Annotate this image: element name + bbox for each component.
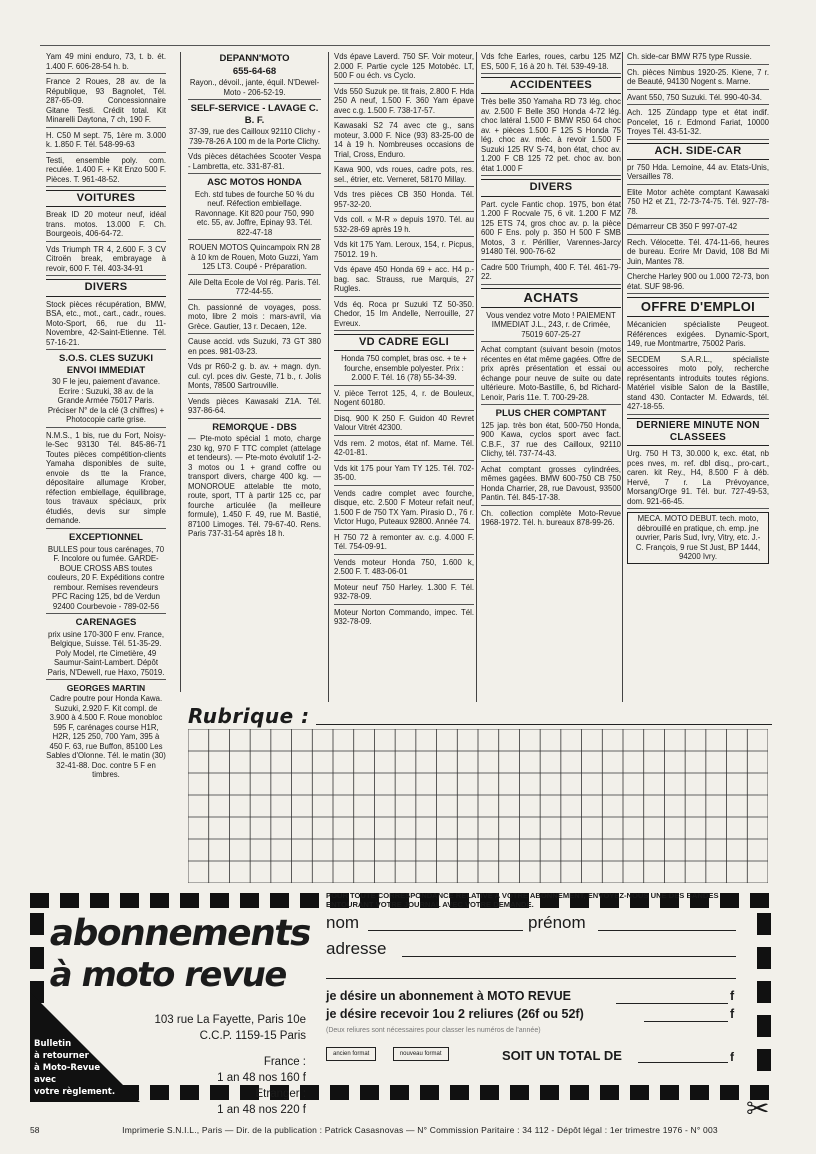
- total-amount-field[interactable]: [638, 1062, 728, 1063]
- classified-ad: Yam 49 mini enduro, 73, t. b. ét. 1.400 F. 606-28-54 h. b.: [46, 52, 166, 74]
- classified-ad: Testi, ensemble poly. com. reculée. 1.400 F. + Kit Enzo 500 F. Pièces. T. 961-48-52.: [46, 156, 166, 188]
- classified-ad: prix usine 170-300 F env. France, Belgique, Suisse. Tél. 51-35-29. Poly Model, rte Cimetière, 49 Saumur-Saint-Lambert. Dépôt Paris, N'Dewell, rue Haxo, 75019.: [46, 630, 166, 681]
- badge-text: votre règlement.: [34, 1087, 116, 1097]
- reliures-amount-field[interactable]: [644, 1021, 728, 1022]
- classified-ad: Vends cadre complet avec fourche, disque, etc. 2.500 F Moteur refait neuf, 1.500 F de 750 TX Yam. Pirasio D., 76 r. Victor Hugo, Puteaux 92800. Année 74.: [334, 489, 474, 530]
- bulletin-badge: [30, 992, 140, 1102]
- cut-dash: [757, 913, 771, 935]
- cut-dash: [60, 893, 79, 908]
- classified-ad: Moteur neuf 750 Harley. 1.300 F. Tél. 932-78-09.: [334, 583, 474, 605]
- column-1: [46, 52, 166, 785]
- classified-ad: Rayon., dévoil., jante, équil. N'Dewel-Moto - 206-52-19.: [188, 78, 321, 100]
- classified-ad: Stock pièces récupération, BMW, BSA, etc., mot., cart., cadr., roues. Moto-Sport, 66, rue du 11-Novembre, 42-Saint-Etienne. Tél. 57-16-21.: [46, 300, 166, 351]
- section-heading-divers: DIVERS: [481, 179, 621, 196]
- classified-ad: 30 F le jeu, paiement d'avance. Ecrire : Suzuki, 38 av. de la Grande Armée 75017 Paris. Préciser N° de la clé (3 chiffres) + Photocopie carte grise.: [46, 377, 166, 428]
- format-row: ancien format nouveau format SOIT UN TOTAL DE f: [326, 1042, 738, 1066]
- classified-ad: ROUEN MOTOS Quincampoix RN 28 à 10 km de Rouen, Moto Guzzi, Yam 125 LT3. Coupé - Préparation.: [188, 243, 321, 275]
- rubrique-form: [188, 704, 772, 728]
- classified-ad: Cadre 500 Triumph, 400 F. Tél. 461-79-22.: [481, 263, 621, 285]
- classified-ad: Ch. passionné de voyages, poss. moto, libre 2 mois : mars-avril, via Grèce. Gautier, 13 r. Decaen, 12e.: [188, 303, 321, 335]
- section-heading-derniere-minute: DERNIERE MINUTE NON CLASSEES: [627, 418, 769, 446]
- subscription-address: 103 rue La Fayette, Paris 10e C.C.P. 1159-15 Paris France : 1 an 48 nos 160 f Etranger : 1 an 48 nos 220 f: [154, 1014, 306, 1117]
- classified-ad: V. pièce Terrot 125, 4, r. de Bouleux, Nogent 60180.: [334, 389, 474, 411]
- classified-ad: H. C50 M sept. 75, 1ère m. 3.000 k. 1.850 F. Tél. 548-99-63: [46, 131, 166, 153]
- classified-ad: Vds pr R60-2 g. b. av. + magn. dyn. cul. cyl. pces div. Geste, 71 b., r. Jolis Monts, 78500 Sartrouville.: [188, 362, 321, 394]
- nouveau-format-box[interactable]: nouveau format: [393, 1047, 449, 1061]
- top-rule: [40, 45, 770, 46]
- rubrique-label: Rubrique :: [188, 704, 310, 728]
- cut-dash: [270, 893, 289, 908]
- section-heading-side-car: ACH. SIDE-CAR: [627, 143, 769, 160]
- badge-text: à Moto-Revue: [34, 1063, 101, 1073]
- classified-ad: Ch. side-car BMW R75 type Russie.: [627, 52, 769, 65]
- nom-label: nom: [326, 913, 360, 933]
- column-3: [334, 52, 474, 632]
- classified-ad: Vds rem. 2 motos, état nf. Marne. Tél. 42-01-81.: [334, 439, 474, 461]
- correspondence-notice: POUR TOUTE CORRESPONDANCE RELATIVE A VOTRE ABONNEMENT, ENVOYEZ-NOUS UNE DES BANDES ENTOURANT VOTRE JOURNAL AVEC VOTRE DEMANDE.: [326, 891, 719, 909]
- section-heading-egli: VD CADRE EGLI: [334, 334, 474, 351]
- column-2: [188, 52, 321, 544]
- cut-border-right: [757, 893, 771, 1098]
- classified-ad: Achat comptant (suivant besoin (motos récentes en état même gagées. Offre de prix après présentation et essai ou échange pour neuve de suite ou date ultérieure. Moto-Bastille, 6, bd Richard-Lenoir, Paris 11e. T. 700-29-28.: [481, 345, 621, 405]
- nom-field[interactable]: [368, 930, 523, 931]
- cut-dash: [180, 893, 199, 908]
- cut-dash: [300, 893, 319, 908]
- classified-ad: Vends moteur Honda 750, 1.600 k, 2.500 F. T. 483-06-01: [334, 558, 474, 580]
- cut-dash: [150, 893, 169, 908]
- cut-dash: [90, 893, 109, 908]
- column-5: [627, 52, 769, 568]
- classified-ad: Vds tres pièces CB 350 Honda. Tél. 957-32-20.: [334, 190, 474, 212]
- ad-text-grid[interactable]: [188, 729, 768, 883]
- classified-ad: Disq. 900 K 250 F. Guidon 40 Revret Valour Vitrét 42300.: [334, 414, 474, 436]
- cut-dash: [210, 893, 229, 908]
- classified-ad: Cherche Harley 900 ou 1.000 72-73, bon état. SUF 98-96.: [627, 272, 769, 294]
- ad-title: ASC MOTOS HONDA: [207, 177, 302, 189]
- scissors-icon: ✂: [746, 1093, 770, 1124]
- classified-ad: Mécanicien spécialiste Peugeot. Références exigées. Dynamic-Sport, 149, rue Montmartre, 75002 Paris.: [627, 320, 769, 352]
- cut-dash: [240, 893, 259, 908]
- classified-ad: Kawasaki S2 74 avec cte g., sans moteur, 3.000 F. Nice (93) 83-25-00 de 14 à 19 h. Nombreuses occasions de Trial, Cross, Enduro.: [334, 121, 474, 162]
- rubrique-input-line[interactable]: [316, 724, 772, 725]
- classified-ad: Moteur Norton Commando, impec. Tél. 932-78-09.: [334, 607, 474, 627]
- imprint-line: Imprimerie S.N.I.L., Paris — Dir. de la publication : Patrick Casasnovas — N° Commission Paritaire : 34 112 - Dépôt légal : 1er trimestre 1976 - N° 003: [122, 1125, 718, 1135]
- name-row: [326, 913, 738, 935]
- classified-ad: Ech. std tubes de fourche 50 % du neuf. Réfection embiellage. Ravonnage. Kit 820 pour 750, 990 etc. 55, av. Joffre, Epinay 93. Tél. 822-47-18: [188, 190, 321, 241]
- section-heading-achats: ACHATS: [481, 288, 621, 308]
- cut-dash: [757, 1015, 771, 1037]
- classified-ad: Part. cycle Fantic chop. 1975, bon état 1.200 F Rocvale 75, 6 vit. 1.200 F MZ 125 ETS 74, gros choc av. p. la pièce 600 F Ens. poly p. 350 H 500 F SMB Motos, 3 r. Périllier, Varennes-Jarcy 91480 Tél. 900-76-62: [481, 200, 621, 260]
- classified-ad: Honda 750 complet, bras osc. + te + fourche, ensemble polyester. Prix : 2.000 F. Tél. 16 (78) 55-34-39.: [334, 354, 474, 386]
- column-divider: [622, 52, 623, 702]
- column-divider: [328, 52, 329, 702]
- classified-ad: Vds Triumph TR 4, 2.600 F. 3 CV Citroën break, embrayage à revoir, 600 F. Tél. 403-34-91: [46, 245, 166, 277]
- cut-dash: [757, 1049, 771, 1071]
- classified-ad: SECDEM S.A.R.L., spécialiste accessoires moto poly, recherche représentants introduits toutes régions. Matériel visible Salon de la Bastille, stand 430. Contacter M. Edwards, tél. 427-18-55.: [627, 355, 769, 415]
- cut-dash: [757, 947, 771, 969]
- address-row: [326, 939, 738, 961]
- ad-title: DEPANN'MOTO: [219, 53, 290, 64]
- subscription-panel: [34, 912, 316, 1117]
- classified-ad: Ch. collection complète Moto-Revue 1968-1972. Tél. h. bureaux 878-99-26.: [481, 508, 621, 528]
- column-divider: [180, 52, 181, 692]
- classified-ad: Vds fche Earles, roues, carbu 125 MZ ES, 500 F, 16 à 20 h. Tél. 539-49-18.: [481, 52, 621, 74]
- classified-ad: Rech. Vélocette. Tél. 474-11-66, heures de bureau. Ecrire Mr David, 108 Bd Mi Juin, Mantes 78.: [627, 238, 769, 270]
- prenom-field[interactable]: [598, 930, 736, 931]
- page-number: 58: [30, 1125, 40, 1135]
- classified-ad-boxed: MECA. MOTO DEBUT. tech. moto, débrouillé en pratique, ch. emp. jne ouvrier, Paris Sud, Ivry, Vitry, etc. J.-C. François, 9 rue St Just, BP 1444, 94200 Ivry.: [627, 512, 769, 564]
- section-heading-divers: DIVERS: [46, 279, 166, 296]
- classified-ad: Démarreur CB 350 F 997-07-42: [627, 222, 769, 235]
- moto-revue-logo: à moto revue: [46, 955, 290, 995]
- ad-title: SELF-SERVICE - LAVAGE C. B. F.: [190, 103, 319, 126]
- classified-ad: Cause accid. vds Suzuki, 73 GT 380 en pces. 981-03-23.: [188, 337, 321, 359]
- classified-ad: H 750 72 à remonter av. c.g. 4.000 F. Tél. 754-09-91.: [334, 533, 474, 555]
- abonnement-amount-field[interactable]: [616, 1003, 728, 1004]
- ad-title: PLUS CHER COMPTANT: [495, 408, 607, 420]
- classified-ad: France 2 Roues, 28 av. de la République, 93 Bagnolet, Tél. 287-65-09. Concessionnaire Gitane Testi. Crédit total. Kit Minarelli Daytona, 7 ch, 190 F.: [46, 77, 166, 128]
- classified-ad: 125 jap. très bon état, 500-750 Honda, 900 Kawa, cyclos sport avec fact. C.B.F., 37 rue des Cailloux, 92110 Clichy, tél. 737-74-43.: [481, 421, 621, 462]
- classified-ad: Elite Motor achète comptant Kawasaki 750 H2 et Z1, 72-73-74-75. Tél. 927-78-78.: [627, 188, 769, 220]
- abonnement-label: je désire un abonnement à MOTO REVUE: [326, 989, 571, 1004]
- classified-ad: Avant 550, 750 Suzuki. Tél. 990-40-34.: [627, 93, 769, 106]
- classified-ad: Aile Delta Ecole de Vol rég. Paris. Tél. 772-44-55.: [188, 278, 321, 300]
- classified-ad: Kawa 900, vds roues, cadre pots, res. sel., étrier, etc. Verneret, 58170 Millay.: [334, 165, 474, 187]
- adresse-label: adresse: [326, 939, 387, 959]
- classified-ad: 37-39, rue des Cailloux 92110 Clichy - 739-78-26 A 100 m de la Porte Clichy.: [188, 127, 321, 149]
- cut-dash: [30, 913, 44, 935]
- section-heading-voitures: VOITURES: [46, 190, 166, 207]
- address-row-2: [326, 965, 738, 983]
- classified-ad: Vds kit 175 pour Yam TY 125. Tél. 702-35-00.: [334, 464, 474, 486]
- classified-ad: Vends pièces Kawasaki Z1A. Tél. 937-86-64.: [188, 397, 321, 419]
- abonnements-logo: abonnements: [46, 913, 314, 954]
- classified-ad: N.M.S., 1 bis, rue du Fort, Noisy-le-Sec 93130 Tél. 845-86-71 Toutes pièces compétition-clients Yamaha disponibles de suite, envoie ds tte la France, dépositaire allumage Krober, réfection embiellage, équilibrage, tous travaux spéciaux, prix étudiés, devis sur simple demande.: [46, 431, 166, 529]
- classified-ad: Cadre poutre pour Honda Kawa. Suzuki, 2.920 F. Kit compl. de 3.900 à 4.500 F. Roue monobloc 595 F, carénages course H1R, H2R, 125 250, 700 Yam, 395 à 450 F. 63, rue Buffon, 85100 Les Sables d'Olonne. Tél. le matin (30) 32-41-88. Doc. contre 5 F en timbres.: [46, 694, 166, 780]
- classified-ad: Vds épave Laverd. 750 SF. Voir moteur, 2.000 F. Partie cycle 125 Motobéc. LT, 500 F ou éch. vs Cyclo.: [334, 52, 474, 84]
- total-label: SOIT UN TOTAL DE: [502, 1048, 622, 1064]
- badge-text: avec: [34, 1075, 57, 1085]
- section-heading-accidentees: ACCIDENTEES: [481, 77, 621, 94]
- classified-ad: Vds coll. « M-R » depuis 1970. Tél. au 532-28-69 après 19 h.: [334, 215, 474, 237]
- cut-dash: [120, 893, 139, 908]
- classified-ad: pr 750 Hda. Lemoine, 44 av. Etats-Unis, Versailles 78.: [627, 163, 769, 185]
- badge-text: à retourner: [34, 1051, 89, 1061]
- classified-ad: Vds épave 450 Honda 69 + acc. H4 p.-bag. sac. Strauss, rue Marquis, 27 Rugles.: [334, 265, 474, 297]
- classified-ad: — Pte-moto spécial 1 moto, charge 230 kg, 970 F TTC complet (attelage et tendeurs). — Pte-moto évolutif 1-2-3 motos ou 1 + grand coffre ou transport divers, charge 400 kg. — MONOROUE attelable tte moto, route, sport, TT à partir 125 cc, par fourche articulée (la meilleure formule), 1.450 F. 49, rue M. Bastié, 87100 Limoges. Tél. 79-67-40. Rens. Paris 737-31-54 après 18 h.: [188, 434, 321, 539]
- ad-phone: 655-64-68: [232, 65, 277, 77]
- badge-text: Bulletin: [34, 1039, 72, 1049]
- classified-ad: Ch. pièces Nimbus 1920-25. Kiene, 7 r. de Beauté, 94130 Nogent s. Marne.: [627, 68, 769, 90]
- abonnement-row: je désire un abonnement à MOTO REVUE f: [326, 989, 735, 1004]
- classified-ad: Vds 550 Suzuk pe. tit frais, 2.800 F. Hda 250 A neuf, 1.500 F. 360 Yam épave avec c.g. 1.500 F. 738-17-57.: [334, 87, 474, 119]
- classified-ad: Ach. 125 Zündapp type et état indif. Poncelet, 16 r. Edmond Fariat, 10000 Troyes Tél. 43-51-32.: [627, 108, 769, 140]
- column-divider: [476, 52, 477, 702]
- classified-ad: Vds éq. Roca pr Suzuki TZ 50-350. Chedor, 15 Im Andelle, Nerrouille, 27 Evreux.: [334, 300, 474, 332]
- reliures-row: je désire recevoir 1ou 2 reliures (26f ou 52f) f: [326, 1007, 735, 1022]
- ad-title: EXCEPTIONNEL: [69, 531, 143, 543]
- cut-dash: [30, 947, 44, 969]
- classified-ad: BULLES pour tous carénages, 70 F. Incolore ou fumée. GARDE-BOUE CROSS ABS toutes couleurs, 20 F. Expéditions contre rembour. Remises revendeurs PFC Racing 125, bd de Verdun 92400 Courbevoie - 789-02-56: [46, 545, 166, 615]
- ad-title: REMORQUE - DBS: [212, 421, 297, 433]
- subscription-form: [326, 892, 738, 1098]
- classified-ad: Vds pièces détachées Scooter Vespa - Lambretta, etc. 331-87-81.: [188, 152, 321, 174]
- reliures-label: je désire recevoir 1ou 2 reliures (26f ou 52f): [326, 1007, 584, 1022]
- ad-title: S.O.S. CLES SUZUKI ENVOI IMMEDIAT: [59, 353, 153, 376]
- ancien-format-box[interactable]: ancien format: [326, 1047, 376, 1061]
- ad-title: CARENAGES: [75, 617, 137, 629]
- reliures-note: (Deux reliures sont nécessaires pour classer les numéros de l'année): [326, 1027, 541, 1035]
- column-4: [481, 52, 621, 533]
- classified-ad: Urg. 750 H T3, 30.000 k, exc. état, nb pces nves, m. ref. dbl disq., pro-cart., caren. kit Rey., H4, 8.500 F à déb. Hervé, 7 r. La Prévoyance, Morsang/Orge 91. Tél. bur. 727-49-53, dom. 921-66-45.: [627, 449, 769, 509]
- classified-ad: Break ID 20 moteur neuf, idéal trans. motos. 13.000 F. Ch. Bourgeois, 406-64-72.: [46, 210, 166, 242]
- section-heading-offre-emploi: OFFRE D'EMPLOI: [627, 297, 769, 317]
- adresse-field-2[interactable]: [326, 978, 736, 979]
- classified-ad: Achat comptant grosses cylindrées, mêmes gagées. BMW 600-750 CB 750 Honda Charrier, 28, rue Davoust, 93500 Pantin. Tél. 845-17-38.: [481, 465, 621, 506]
- classified-ad: Vds kit 175 Yam. Leroux, 154, r. Picpus, 75012. 19 h.: [334, 240, 474, 262]
- prenom-label: prénom: [528, 913, 586, 933]
- adresse-field[interactable]: [402, 956, 736, 957]
- ad-title: GEORGES MARTIN: [66, 683, 146, 694]
- classified-ad: Très belle 350 Yamaha RD 73 lég. choc av. 2.500 F Belle 350 Honda 4-72 lég. choc latéral 1.500 F BMW R50 64 choc av. + pièces 1.500 F 125 S Honda 75 lég. choc av. méc. à revoir 1.500 F Suzuki 125 RV S-74, bon état, choc av. 1.200 F CB 125 72 pet. choc av. bon état 1.000 F: [481, 97, 621, 176]
- classified-ad: Vous vendez votre Moto ! PAIEMENT IMMEDIAT J.L., 243, r. de Crimée, 75019 607-25-27: [481, 311, 621, 343]
- cut-dash: [757, 981, 771, 1003]
